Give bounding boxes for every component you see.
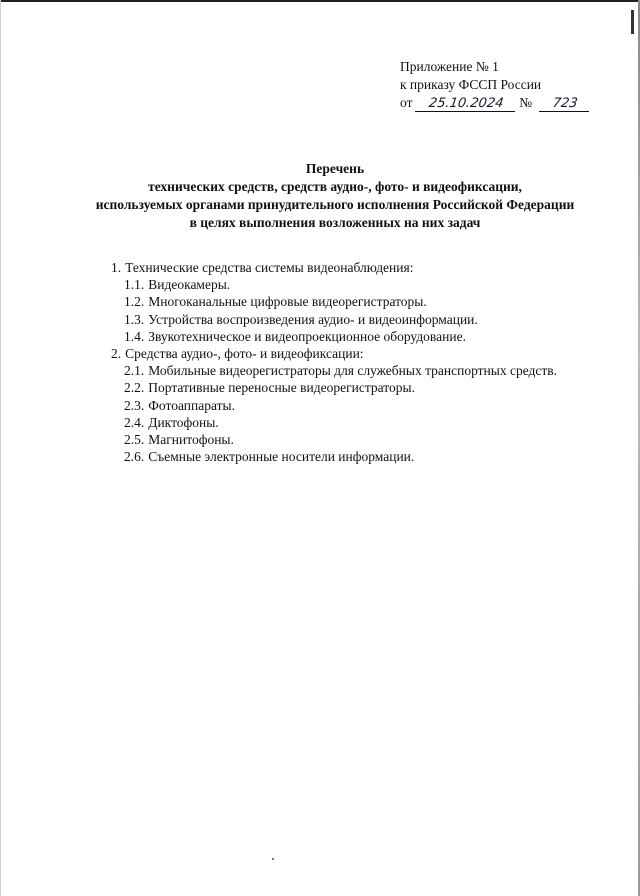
list-item-number: 2.5.	[124, 432, 145, 448]
list-item	[111, 414, 557, 431]
list-item-text: Фотоаппараты.	[148, 397, 235, 413]
list-section	[111, 259, 557, 276]
handwritten-date: 25.10.2024	[415, 97, 517, 112]
list-item-text: Многоканальные цифровые видеорегистраторы.	[148, 294, 427, 310]
title-line-2: технических средств, средств аудио-, фото- и видеофиксации,	[148, 179, 522, 194]
list-item	[111, 311, 557, 328]
equipment-list	[111, 259, 557, 465]
appendix-order-ref: к приказу ФССП России	[400, 77, 542, 92]
title-line-3: используемых органами принудительного исполнения Российской Федерации	[95, 197, 575, 212]
number-sign: №	[519, 95, 533, 110]
list-item-text: Устройства воспроизведения аудио- и видеоинформации.	[148, 311, 478, 327]
list-item-number: 2.1.	[124, 363, 145, 379]
list-item	[111, 276, 557, 293]
title-line-1: Перечень	[305, 161, 365, 176]
list-item-number: 2.	[111, 346, 122, 362]
list-item-number: 2.2.	[124, 380, 145, 396]
appendix-title: Приложение № 1	[400, 59, 499, 74]
list-item-number: 1.4.	[124, 328, 145, 344]
list-item-text: Видеокамеры.	[148, 277, 231, 293]
list-item-number: 2.4.	[124, 414, 145, 430]
list-section	[111, 345, 557, 362]
document-title	[40, 160, 630, 232]
list-item-number: 2.6.	[124, 449, 145, 465]
scan-speck	[272, 858, 274, 860]
handwritten-number: 723	[538, 97, 590, 112]
list-item	[111, 448, 557, 465]
list-item-number: 1.	[111, 260, 122, 275]
scan-artifact-mark	[631, 10, 634, 34]
scan-edge-left	[0, 0, 1, 896]
list-item-text: Магнитофоны.	[148, 432, 234, 448]
list-item-text: Диктофоны.	[148, 414, 219, 430]
list-item-number: 1.2.	[124, 294, 145, 310]
title-line-4: в целях выполнения возложенных на них задач	[189, 215, 481, 230]
list-item-text: Съемные электронные носители информации.	[148, 449, 415, 465]
list-item-text: Средства аудио-, фото- и видеофиксации:	[125, 346, 364, 362]
appendix-date-number-line	[400, 94, 590, 112]
list-item	[111, 293, 557, 310]
list-item	[111, 397, 557, 414]
list-item	[111, 328, 557, 345]
appendix-from-label: от	[400, 95, 413, 110]
list-item-text: Звукотехническое и видеопроекционное оборудование.	[148, 328, 466, 344]
list-item	[111, 379, 557, 396]
appendix-header	[400, 58, 590, 112]
list-item-number: 2.3.	[124, 397, 145, 413]
list-item-number: 1.3.	[124, 311, 145, 327]
list-item-number: 1.1.	[124, 277, 145, 293]
scan-edge-top	[0, 0, 640, 2]
list-item-text: Технические средства системы видеонаблюдения:	[125, 260, 414, 275]
list-item	[111, 362, 557, 379]
list-item	[111, 431, 557, 448]
list-item-text: Портативные переносные видеорегистраторы.	[148, 380, 415, 396]
list-item-text: Мобильные видеорегистраторы для служебных транспортных средств.	[148, 363, 558, 379]
